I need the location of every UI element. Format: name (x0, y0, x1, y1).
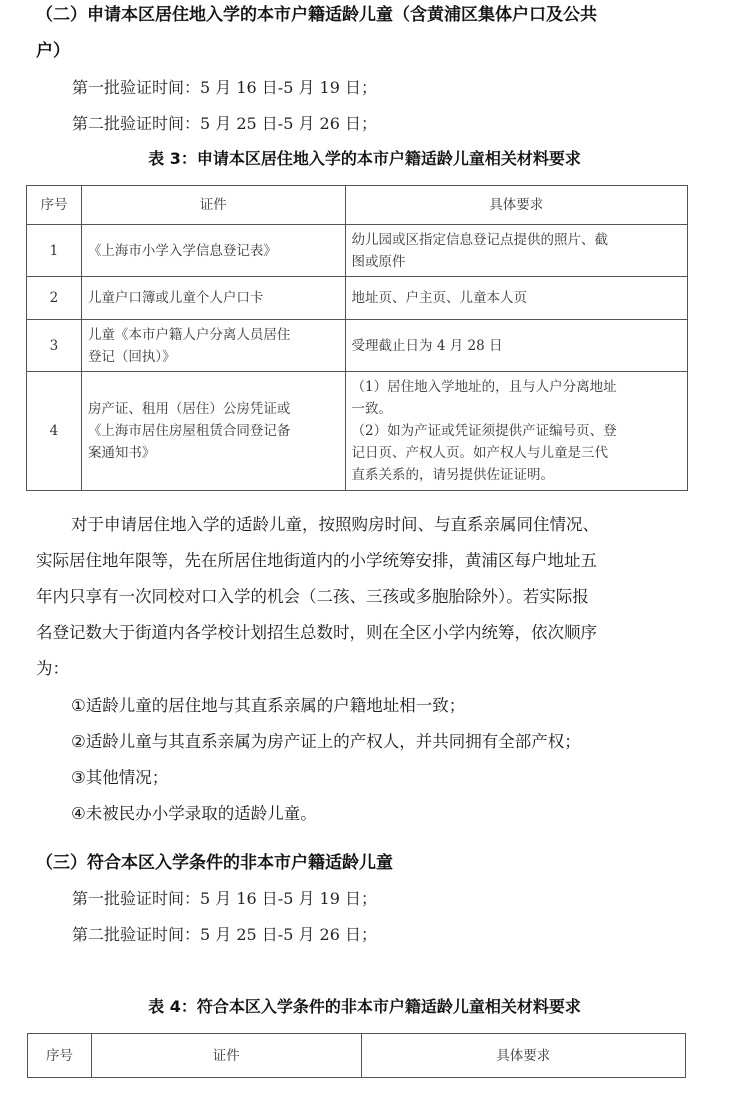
table3-row4-doc-line: 案通知书》 (87, 445, 156, 461)
paragraph-line-5: 为： (36, 659, 69, 678)
table3-header-row (27, 186, 688, 225)
section2-batch1-time: 第一批验证时间：5 月 16 日-5 月 19 日； (72, 78, 378, 97)
table4 (27, 1033, 686, 1078)
table3-row4-req-line: 一致。 (351, 401, 393, 417)
paragraph-line-1: 对于申请居住地入学的适龄儿童，按照购房时间、与直系亲属同住情况、 (71, 515, 599, 534)
table-row (27, 320, 688, 372)
table3-row1-req-line: 图或原件 (351, 253, 406, 270)
table3-row2-doc-line: 儿童户口簿或儿童个人户口卡 (87, 290, 264, 306)
table3-row3-doc (81, 320, 345, 372)
paragraph-line-4: 名登记数大于街道内各学校计划招生总数时，则在全区小学内统筹，依次顺序 (36, 623, 597, 642)
table3-row4-no: 4 (27, 372, 82, 491)
table3-row1-no: 1 (27, 225, 82, 277)
priority-item-1: ①适龄儿童的居住地与其直系亲属的户籍地址相一致； (71, 696, 466, 715)
table3-row3-doc-line: 儿童《本市户籍人户分离人员居住 (87, 326, 291, 343)
table-row (27, 277, 688, 320)
table3-row4-req-line: 记日页、产权人页。如产权人与儿童是三代 (351, 445, 609, 461)
table3-row2-req (345, 277, 687, 320)
table3-row3-req (345, 320, 687, 372)
section3-batch1-time: 第一批验证时间：5 月 16 日-5 月 19 日； (72, 889, 378, 908)
table3-header-req: 具体要求 (345, 186, 687, 225)
table4-caption: 表 4：符合本区入学条件的非本市户籍适龄儿童相关材料要求 (148, 997, 581, 1016)
table3-row1-req-line: 幼儿园或区指定信息登记点提供的照片、截 (351, 231, 609, 248)
paragraph-line-2: 实际居住地年限等，先在所居住地街道内的小学统筹安排，黄浦区每户地址五 (36, 551, 597, 570)
table4-header-doc: 证件 (91, 1034, 361, 1078)
table-row (27, 372, 688, 491)
table3-row2-req-line: 地址页、户主页、儿童本人页 (351, 290, 528, 306)
priority-item-4: ④未被民办小学录取的适龄儿童。 (71, 804, 317, 823)
table3-row3-req-line: 受理截止日为 4 月 28 日 (351, 337, 503, 354)
table3-row4-doc-line: 《上海市居住房屋租赁合同登记备 (87, 423, 291, 439)
section3-heading: （三）符合本区入学条件的非本市户籍适龄儿童 (36, 853, 393, 873)
table3 (26, 185, 688, 491)
table3-row1-doc (81, 225, 345, 277)
table-row (27, 225, 688, 277)
table3-row3-no: 3 (27, 320, 82, 372)
paragraph-line-3: 年内只享有一次同校对口入学的机会（二孩、三孩或多胞胎除外）。若实际报 (36, 587, 589, 606)
table3-row2-no: 2 (27, 277, 82, 320)
table3-header-no: 序号 (27, 186, 82, 225)
table3-row4-req-line: 直系关系的，请另提供佐证证明。 (351, 467, 555, 483)
section2-heading-line1: （二）申请本区居住地入学的本市户籍适龄儿童（含黄浦区集体户口及公共 (36, 5, 597, 25)
table3-row4-req (345, 372, 687, 491)
priority-item-3: ③其他情况； (71, 768, 169, 787)
table3-caption: 表 3：申请本区居住地入学的本市户籍适龄儿童相关材料要求 (148, 149, 581, 168)
table3-row4-doc-line: 房产证、租用（居住）公房凭证或 (87, 401, 291, 417)
priority-item-2: ②适龄儿童与其直系亲属为房产证上的产权人，并共同拥有全部产权； (71, 732, 581, 751)
table4-header-row (28, 1034, 686, 1078)
table4-header-req: 具体要求 (361, 1034, 686, 1078)
section2-batch2-time: 第二批验证时间：5 月 25 日-5 月 26 日； (72, 114, 378, 133)
table3-row1-doc-line: 《上海市小学入学信息登记表》 (87, 242, 277, 259)
table3-row4-doc (81, 372, 345, 491)
table3-row2-doc (81, 277, 345, 320)
table3-header-doc: 证件 (81, 186, 345, 225)
section3-batch2-time: 第二批验证时间：5 月 25 日-5 月 26 日； (72, 925, 378, 944)
table3-row1-req (345, 225, 687, 277)
table4-header-no: 序号 (28, 1034, 92, 1078)
table3-row3-doc-line: 登记（回执）》 (87, 348, 176, 365)
table3-row4-req-line: （2）如为产证或凭证须提供产证编号页、登 (351, 423, 617, 439)
section2-heading-line2: 户） (36, 41, 70, 61)
table3-row4-req-line: （1）居住地入学地址的，且与人户分离地址 (351, 379, 617, 395)
